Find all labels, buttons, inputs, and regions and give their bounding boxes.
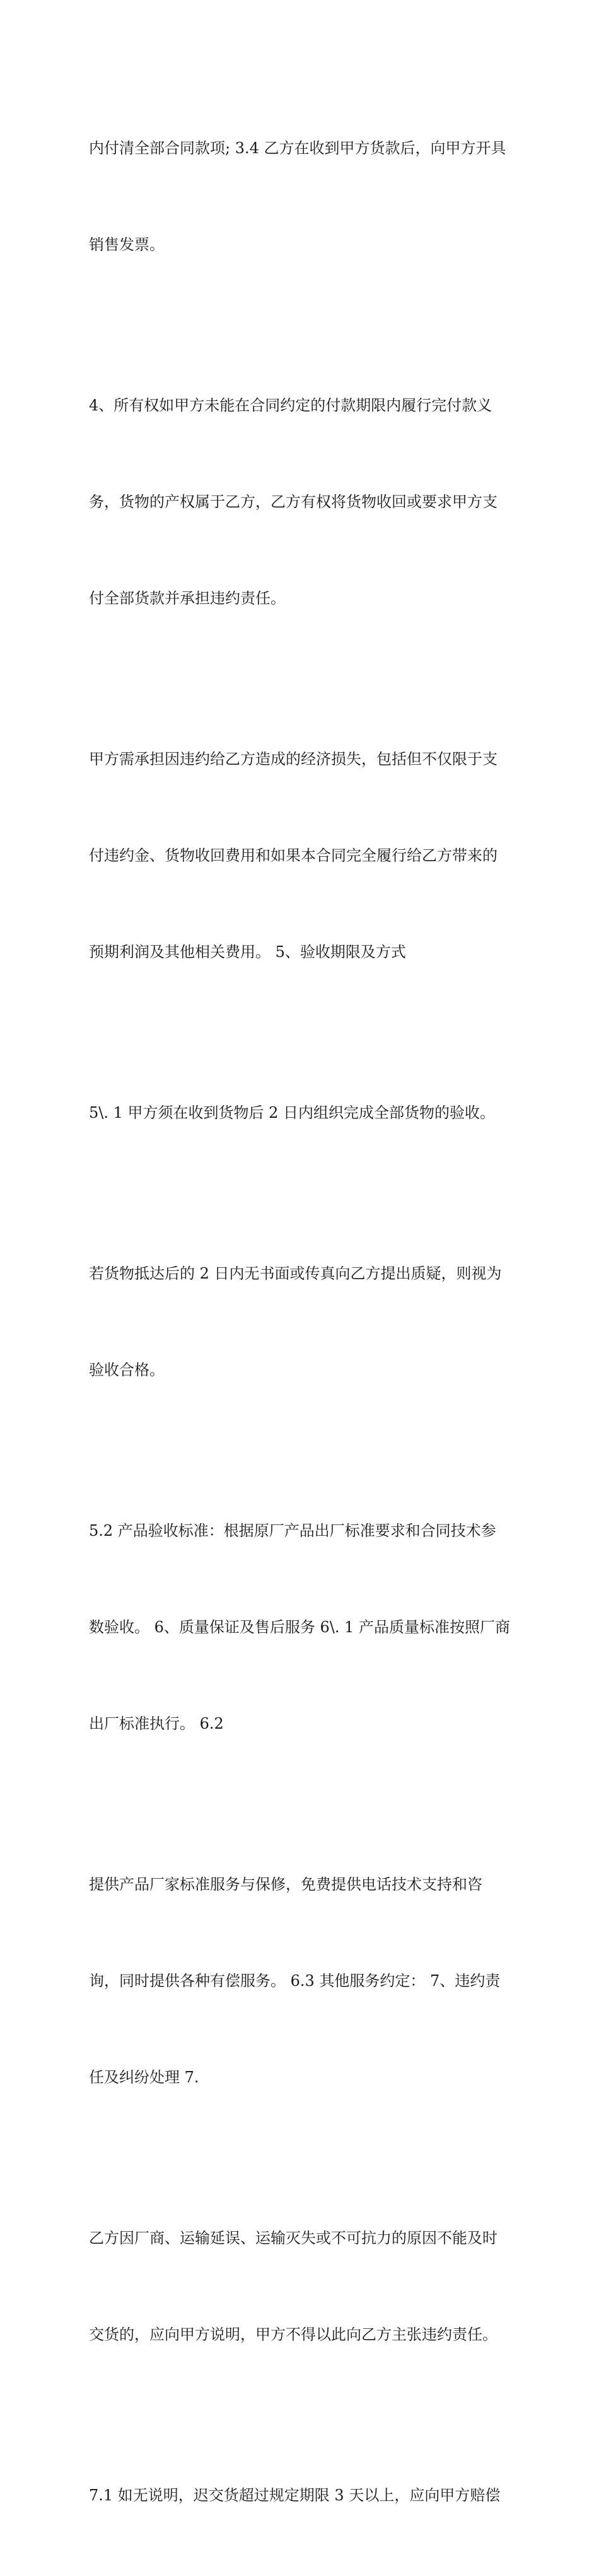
text-line: 提供产品厂家标准服务与保修，免费提供电话技术支持和咨 bbox=[89, 1876, 482, 1893]
text-line: 询，同时提供各种有偿服务。 6.3 其他服务约定： 7、违约责 bbox=[89, 1972, 501, 1990]
paragraph-payment-invoice bbox=[89, 68, 518, 325]
text-line: 销售发票。 bbox=[89, 236, 165, 253]
text-line: 预期利润及其他相关费用。 5、验收期限及方式 bbox=[89, 943, 406, 961]
text-line: 出厂标准执行。 6.2 bbox=[89, 1715, 224, 1732]
text-line: 5.2 产品验收标准：根据原厂产品出厂标准要求和合同技术参 bbox=[89, 1522, 496, 1540]
text-line: 交货的，应向甲方说明，甲方不得以此向乙方主张违约责任。 bbox=[89, 2326, 497, 2343]
paragraph-ownership bbox=[89, 325, 518, 679]
text-line: 付全部货款并承担违约责任。 bbox=[89, 589, 286, 607]
text-line: 验收合格。 bbox=[89, 1361, 165, 1379]
text-line: 数验收。 6、质量保证及售后服务 6\. 1 产品质量标准按照厂商 bbox=[89, 1618, 511, 1636]
paragraph-service-warranty bbox=[89, 1804, 518, 2158]
text-line: 若货物抵达后的 2 日内无书面或传真向乙方提出质疑，则视为 bbox=[89, 1265, 502, 1282]
text-line: 付违约金、货物收回费用和如果本合同完全履行给乙方带来的 bbox=[89, 847, 497, 864]
text-line: 任及纠纷处理 7. bbox=[89, 2068, 199, 2086]
paragraph-acceptance-objection bbox=[89, 1193, 518, 1451]
text-line: 4、所有权如甲方未能在合同约定的付款期限内履行完付款义 bbox=[89, 397, 492, 414]
paragraph-acceptance-standard bbox=[89, 1451, 518, 1804]
text-line: 甲方需承担因违约给乙方造成的经济损失，包括但不仅限于支 bbox=[89, 750, 497, 768]
paragraph-acceptance-deadline bbox=[89, 1033, 518, 1193]
paragraph-breach-losses bbox=[89, 679, 518, 1033]
paragraph-late-compensation bbox=[89, 2415, 518, 2576]
text-line: 务，货物的产权属于乙方，乙方有权将货物收回或要求甲方支 bbox=[89, 493, 497, 511]
text-line: 5\. 1 甲方须在收到货物后 2 日内组织完成全部货物的验收。 bbox=[89, 1104, 496, 1122]
text-line: 乙方因厂商、运输延误、运输灭失或不可抗力的原因不能及时 bbox=[89, 2229, 497, 2247]
document-body bbox=[89, 68, 518, 2576]
paragraph-delivery-delay bbox=[89, 2158, 518, 2415]
text-line: 7.1 如无说明，迟交货超过规定期限 3 天以上，应向甲方赔偿 bbox=[89, 2486, 501, 2504]
text-line: 内付清全部合同款项; 3.4 乙方在收到甲方货款后，向甲方开具 bbox=[89, 139, 506, 157]
